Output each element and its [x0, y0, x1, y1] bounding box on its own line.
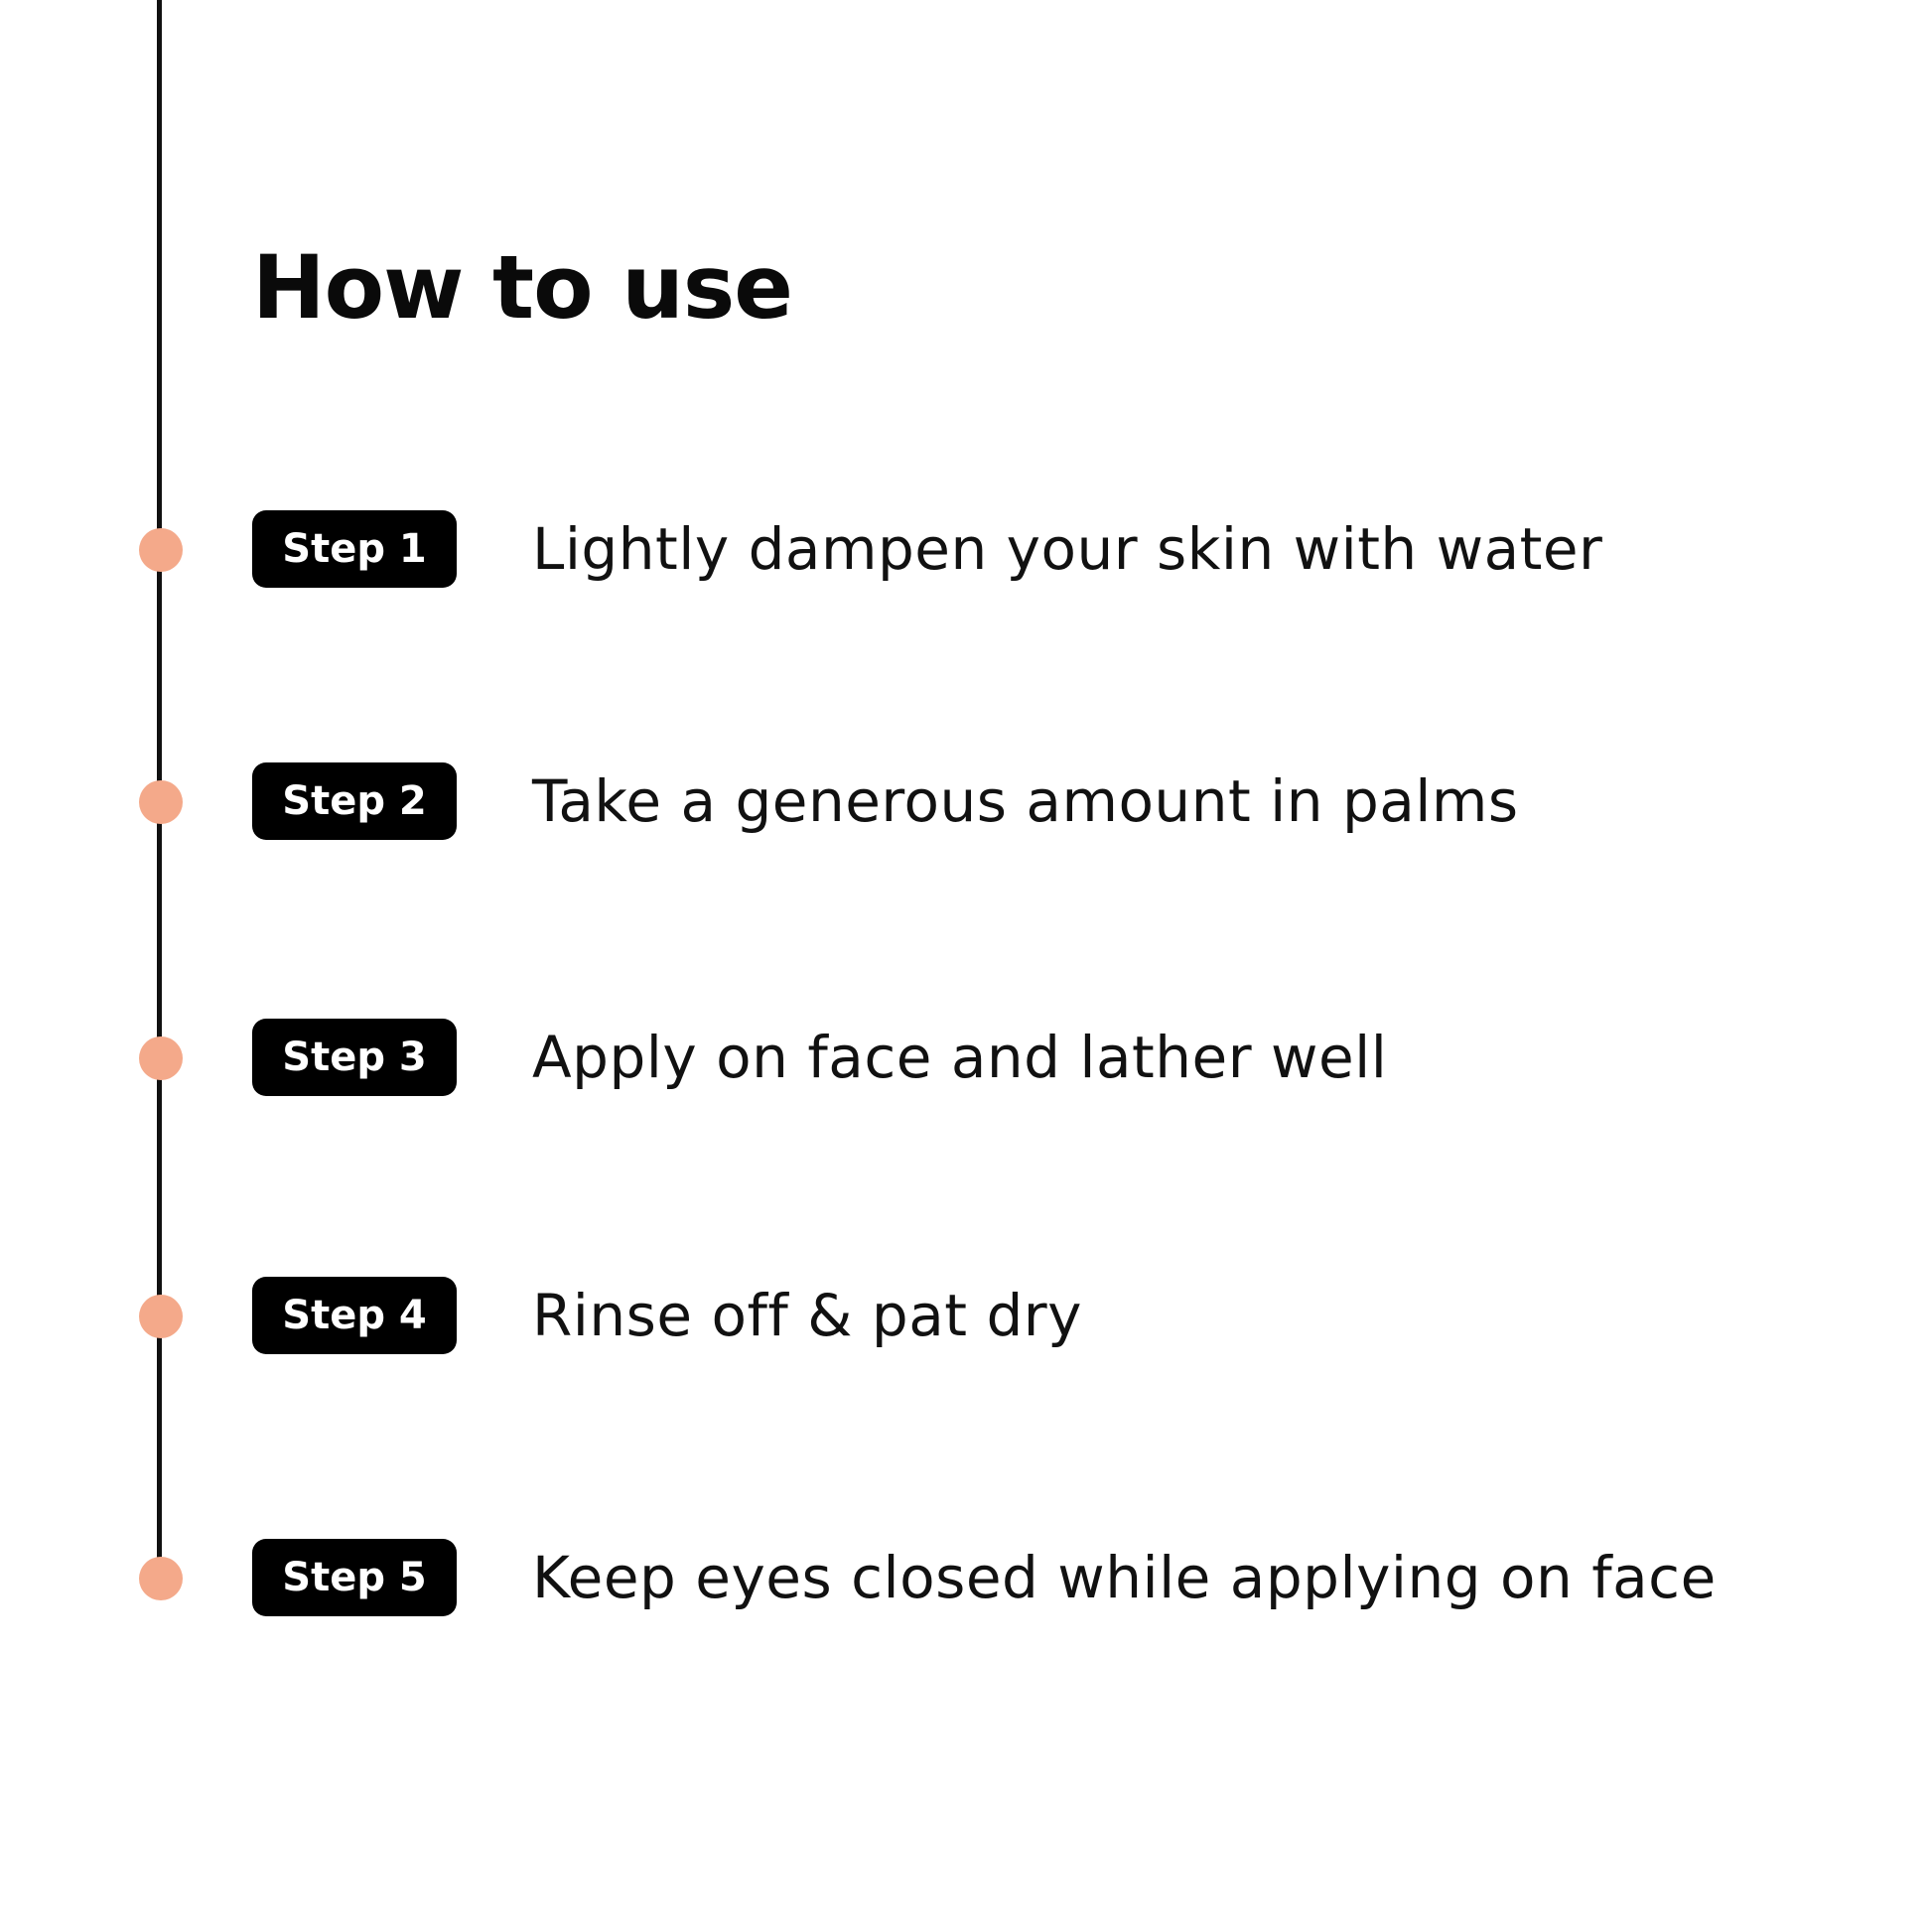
step-row-2	[0, 762, 1932, 842]
timeline-dot-icon	[139, 1295, 183, 1338]
step-text: Rinse off & pat dry	[532, 1282, 1082, 1349]
step-badge: Step 3	[252, 1019, 457, 1096]
step-row-3	[0, 1019, 1932, 1098]
timeline-dot-icon	[139, 1036, 183, 1080]
step-text: Lightly dampen your skin with water	[532, 515, 1603, 583]
step-badge: Step 2	[252, 762, 457, 840]
step-badge: Step 5	[252, 1539, 457, 1616]
timeline-dot-icon	[139, 780, 183, 824]
step-row-4	[0, 1277, 1932, 1356]
step-badge: Step 1	[252, 510, 457, 588]
step-text: Take a generous amount in palms	[532, 767, 1519, 835]
step-text: Keep eyes closed while applying on face	[532, 1544, 1717, 1611]
step-row-5	[0, 1539, 1932, 1618]
step-badge: Step 4	[252, 1277, 457, 1354]
timeline-dot-icon	[139, 528, 183, 572]
step-text: Apply on face and lather well	[532, 1024, 1388, 1091]
page-title: How to use	[252, 236, 792, 339]
step-row-1	[0, 510, 1932, 590]
timeline-dot-icon	[139, 1557, 183, 1600]
